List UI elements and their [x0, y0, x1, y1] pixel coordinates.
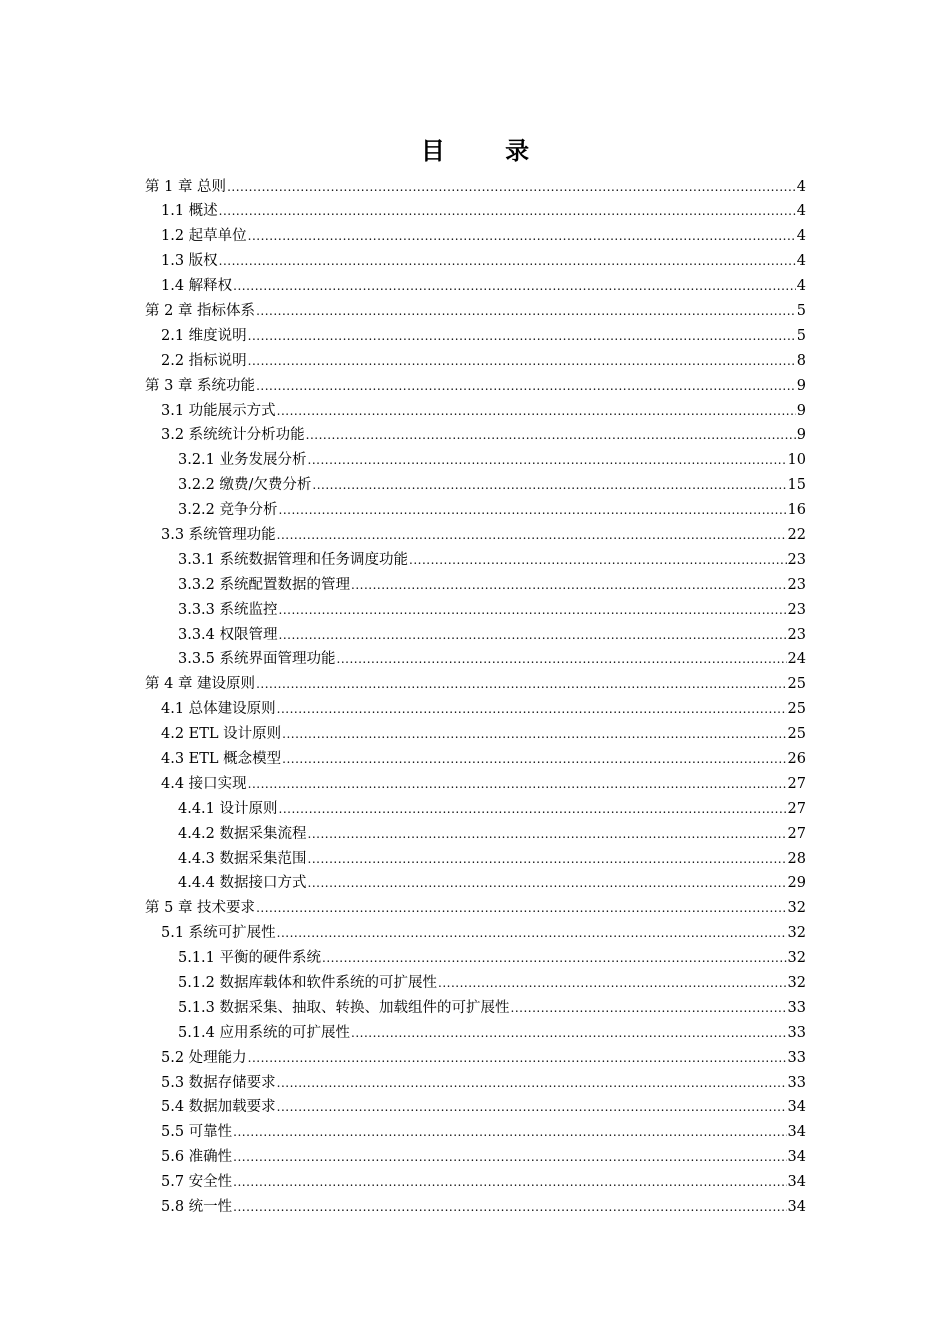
toc-entry-text: 5.8 统一性 [161, 1199, 233, 1216]
toc-entry[interactable] [145, 847, 806, 872]
toc-entry-text: 第 2 章 指标体系 [145, 302, 256, 319]
toc-page-number: 23 [787, 626, 806, 643]
toc-dot-leader [282, 747, 786, 772]
toc-dot-leader [312, 473, 786, 498]
toc-page-number: 27 [787, 775, 806, 792]
toc-entry-text: 1.2 起草单位 [161, 228, 247, 245]
toc-entry-text: 2.2 指标说明 [161, 352, 247, 369]
toc-dot-leader [308, 822, 787, 847]
toc-page-number: 27 [787, 825, 806, 842]
toc-entry[interactable] [145, 349, 806, 374]
toc-page-number: 10 [787, 452, 806, 469]
toc-page-number: 27 [787, 800, 806, 817]
toc-page-number: 9 [796, 377, 806, 394]
toc-entry-text: 4.4.3 数据采集范围 [178, 850, 307, 867]
toc-entry-text: 3.1 功能展示方式 [161, 402, 276, 419]
toc-entry-text: 4.2 ETL 设计原则 [161, 726, 282, 743]
toc-entry-text: 1.1 概述 [161, 203, 218, 220]
toc-page-number: 25 [787, 701, 806, 718]
toc-entry-text: 4.4.1 设计原则 [178, 800, 278, 817]
toc-entry-text: 3.3.5 系统界面管理功能 [178, 651, 336, 668]
toc-page-number: 5 [796, 327, 806, 344]
toc-entry[interactable] [145, 996, 806, 1021]
toc-page-number: 29 [787, 875, 806, 892]
toc-entry-text: 4.4.2 数据采集流程 [178, 825, 307, 842]
toc-entry-text: 4.3 ETL 概念模型 [161, 750, 282, 767]
toc-dot-leader [248, 324, 796, 349]
toc-page-number: 4 [796, 228, 806, 245]
toc-entry[interactable] [145, 548, 806, 573]
toc-entry-text: 3.3.4 权限管理 [178, 626, 278, 643]
toc-dot-leader [256, 374, 796, 399]
toc-dot-leader [279, 598, 787, 623]
toc-dot-leader [277, 697, 787, 722]
toc-page-number: 28 [787, 850, 806, 867]
toc-entry[interactable] [145, 199, 806, 224]
toc-page-number: 15 [787, 477, 806, 494]
toc-page-number: 9 [796, 427, 806, 444]
toc-entry[interactable] [145, 747, 806, 772]
toc-entry-text: 第 1 章 总则 [145, 178, 227, 195]
toc-page-number: 23 [787, 576, 806, 593]
toc-dot-leader [438, 971, 787, 996]
toc-page-number: 4 [796, 253, 806, 270]
toc-page-number: 24 [787, 651, 806, 668]
toc-page-number: 33 [787, 999, 806, 1016]
toc-entry-text: 4.4 接口实现 [161, 775, 247, 792]
toc-entry-text: 3.2.2 缴费/欠费分析 [178, 477, 312, 494]
toc-entry[interactable] [145, 374, 806, 399]
toc-entry[interactable] [145, 598, 806, 623]
toc-page-number: 9 [796, 402, 806, 419]
toc-entry-text: 3.2.1 业务发展分析 [178, 452, 307, 469]
toc-entry-text: 5.7 安全性 [161, 1174, 233, 1191]
toc-entry[interactable] [145, 623, 806, 648]
toc-dot-leader [233, 1195, 786, 1220]
toc-page-number: 25 [787, 676, 806, 693]
toc-entry[interactable] [145, 423, 806, 448]
toc-dot-leader [277, 523, 787, 548]
toc-entry[interactable] [145, 1071, 806, 1096]
toc-dot-leader [351, 573, 787, 598]
toc-entry[interactable] [145, 1120, 806, 1145]
toc-entry-text: 5.2 处理能力 [161, 1049, 247, 1066]
toc-entry-text: 3.3.1 系统数据管理和任务调度功能 [178, 551, 409, 568]
toc-entry[interactable] [145, 249, 806, 274]
toc-entry[interactable] [145, 772, 806, 797]
toc-dot-leader [308, 847, 787, 872]
toc-entry-text: 5.3 数据存储要求 [161, 1074, 276, 1091]
toc-entry[interactable] [145, 921, 806, 946]
toc-dot-leader [248, 349, 796, 374]
toc-entry-text: 5.1.2 数据库载体和软件系统的可扩展性 [178, 975, 438, 991]
toc-page-number: 33 [787, 1024, 806, 1041]
toc-entry[interactable] [145, 324, 806, 349]
toc-dot-leader [248, 1046, 787, 1071]
toc-dot-leader [279, 797, 787, 822]
toc-dot-leader [233, 1170, 786, 1195]
toc-entry[interactable] [145, 573, 806, 598]
toc-entry[interactable] [145, 871, 806, 896]
toc-dot-leader [409, 548, 787, 573]
toc-entry-text: 5.5 可靠性 [161, 1124, 233, 1141]
toc-dot-leader [256, 672, 786, 697]
toc-dot-leader [227, 175, 796, 200]
toc-page-number: 32 [787, 900, 806, 917]
toc-entry[interactable] [145, 971, 806, 996]
toc-entry-text: 3.2.2 竞争分析 [178, 502, 278, 519]
toc-entry[interactable] [145, 797, 806, 822]
toc-dot-leader [256, 299, 796, 324]
toc-dot-leader [277, 399, 796, 424]
toc-entry-text: 3.3.2 系统配置数据的管理 [178, 576, 351, 593]
toc-page-number: 34 [787, 1149, 806, 1166]
toc-page-number: 33 [787, 1049, 806, 1066]
toc-page-number: 32 [787, 950, 806, 967]
toc-page-number: 23 [787, 601, 806, 618]
toc-entry[interactable] [145, 274, 806, 299]
toc-entry[interactable] [145, 448, 806, 473]
toc-entry-text: 2.1 维度说明 [161, 327, 247, 344]
toc-page-number: 4 [796, 203, 806, 220]
toc-entry-text: 第 5 章 技术要求 [145, 900, 256, 917]
toc-page-number: 33 [787, 1074, 806, 1091]
toc-dot-leader [219, 199, 796, 224]
toc-page-number: 4 [796, 178, 806, 195]
toc-dot-leader [511, 996, 787, 1021]
toc-entry-text: 1.3 版权 [161, 253, 218, 270]
toc-dot-leader [233, 1120, 786, 1145]
toc-page-number: 25 [787, 726, 806, 743]
toc-dot-leader [351, 1021, 787, 1046]
toc-entry-text: 第 3 章 系统功能 [145, 377, 256, 394]
toc-entry[interactable] [145, 722, 806, 747]
toc-entry-text: 4.4.4 数据接口方式 [178, 875, 307, 892]
toc-entry-text: 3.3 系统管理功能 [161, 526, 276, 543]
toc-entry-text: 5.1 系统可扩展性 [161, 925, 276, 942]
toc-page-number: 34 [787, 1174, 806, 1191]
toc-page-number: 16 [787, 502, 806, 519]
toc-dot-leader [322, 946, 787, 971]
toc-entry[interactable] [145, 946, 806, 971]
toc-dot-leader [233, 274, 796, 299]
toc-entry[interactable] [145, 523, 806, 548]
toc-dot-leader [248, 224, 796, 249]
toc-entry[interactable] [145, 1021, 806, 1046]
toc-dot-leader [308, 448, 787, 473]
toc-page-number: 34 [787, 1099, 806, 1116]
toc-dot-leader [279, 498, 787, 523]
toc-entry-text: 3.2 系统统计分析功能 [161, 427, 305, 444]
toc-dot-leader [306, 423, 796, 448]
toc-title: 目 录 [420, 137, 556, 165]
toc-entry-text: 第 4 章 建设原则 [145, 676, 256, 693]
toc-page-number: 23 [787, 551, 806, 568]
toc-entry[interactable] [145, 1095, 806, 1120]
toc-entry[interactable] [145, 822, 806, 847]
toc-dot-leader [277, 921, 787, 946]
toc-entry[interactable] [145, 473, 806, 498]
toc-page-number: 8 [796, 352, 806, 369]
toc-dot-leader [277, 1071, 787, 1096]
toc-page-number: 34 [787, 1199, 806, 1216]
toc-dot-leader [337, 647, 787, 672]
toc-entry[interactable] [145, 1170, 806, 1195]
toc-page-number: 5 [796, 302, 806, 319]
toc-page-number: 26 [787, 750, 806, 767]
toc-dot-leader [279, 623, 787, 648]
toc-dot-leader [308, 871, 787, 896]
toc-entry[interactable] [145, 175, 806, 200]
toc-page-number: 22 [787, 526, 806, 543]
toc-entry-text: 5.1.1 平衡的硬件系统 [178, 950, 322, 967]
toc-entry[interactable] [145, 647, 806, 672]
toc-entry[interactable] [145, 896, 806, 921]
toc-entry[interactable] [145, 1046, 806, 1071]
toc-entry-text: 5.4 数据加载要求 [161, 1099, 276, 1116]
toc-entry[interactable] [145, 1145, 806, 1170]
toc-entry-text: 1.4 解释权 [161, 278, 233, 295]
toc-entry-text: 3.3.3 系统监控 [178, 601, 278, 618]
toc-dot-leader [256, 896, 786, 921]
toc-entry-text: 4.1 总体建设原则 [161, 701, 276, 718]
toc-page-number: 4 [796, 278, 806, 295]
toc-dot-leader [277, 1095, 787, 1120]
toc-entry[interactable] [145, 299, 806, 324]
toc-entry-text: 5.1.4 应用系统的可扩展性 [178, 1024, 351, 1041]
toc-page-number: 34 [787, 1124, 806, 1141]
toc-entry[interactable] [145, 399, 806, 424]
toc-dot-leader [282, 722, 786, 747]
toc-entry-text: 5.1.3 数据采集、抽取、转换、加载组件的可扩展性 [178, 999, 510, 1016]
toc-entry[interactable] [145, 1195, 806, 1220]
toc-page-number: 32 [787, 975, 806, 991]
toc-dot-leader [219, 249, 796, 274]
toc-entry-text: 5.6 准确性 [161, 1149, 233, 1166]
toc-dot-leader [233, 1145, 786, 1170]
toc-entry[interactable] [145, 672, 806, 697]
toc-dot-leader [248, 772, 787, 797]
toc-entry[interactable] [145, 224, 806, 249]
toc-entry[interactable] [145, 697, 806, 722]
toc-list [145, 175, 806, 1220]
toc-page-number: 32 [787, 925, 806, 942]
toc-entry[interactable] [145, 498, 806, 523]
